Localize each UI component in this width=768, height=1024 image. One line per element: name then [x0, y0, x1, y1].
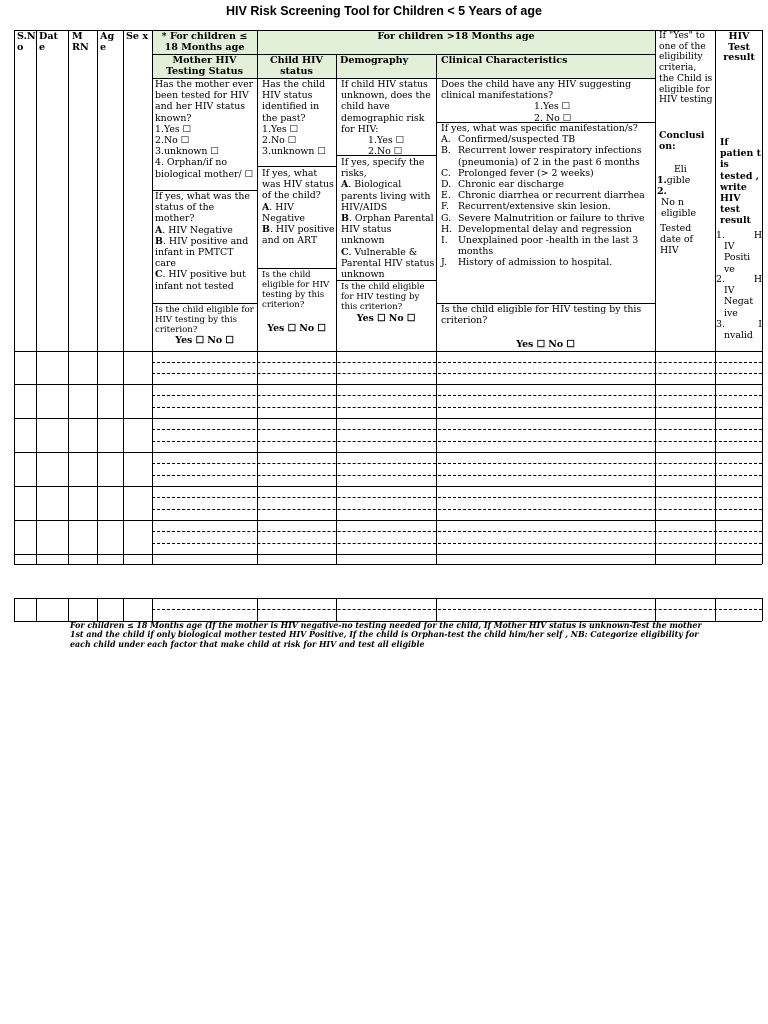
mother-eligibility: Is the child eligible for HIV testing by this criterion?	[155, 305, 254, 335]
child-opt-positive-art: . HIV positive and on ART	[262, 224, 335, 247]
child-b-letter: B	[262, 224, 270, 236]
mother-status-question: If yes, what was the status of the mother?	[155, 191, 250, 225]
demography-yes-no[interactable]: Yes ☐ No ☐	[356, 313, 416, 324]
mother-opt-negative: . HIV Negative	[162, 224, 233, 236]
manifestation-h: H. Developmental delay and regression	[441, 223, 632, 235]
manifestation-a: A. Confirmed/suspected TB	[441, 134, 576, 146]
clinical-opt-no[interactable]: 2. No ☐	[534, 112, 572, 124]
clinical-question: Does the child have any HIV suggesting clinical manifestations?	[441, 79, 632, 102]
clinical-manifestations	[441, 123, 653, 269]
demography-opt-orphan: . Orphan Parental HIV status unknown	[341, 213, 434, 247]
demography-eligibility: Is the child eligible for HIV testing by this criterion?	[341, 282, 425, 312]
tested-date-label: Tested date of HIV	[660, 223, 694, 257]
result-positive[interactable]: 1. H IV Positi ve	[716, 230, 762, 275]
child-section	[262, 79, 336, 157]
mother-opt-positive-untested: . HIV positive but infant not tested	[155, 269, 246, 292]
demography-a-letter: A	[341, 179, 349, 191]
mother-question: Has the mother ever been tested for HIV and her HIV status known?	[155, 79, 254, 124]
clinical-eligibility: Is the child eligible for HIV testing by this criterion?	[441, 304, 642, 327]
mother-opt-no[interactable]: 2.No ☐	[155, 135, 190, 147]
demography-opt-vulnerable: . Vulnerable & Parental HIV status unknown	[341, 246, 435, 281]
col-sex: Se x	[126, 31, 149, 42]
manifestation-e: E. Chronic diarrhea or recurrent diarrhea	[441, 190, 645, 202]
mother-yes-no[interactable]: Yes ☐ No ☐	[175, 335, 234, 346]
conclusion-non-eligible-num: 2.	[657, 186, 667, 197]
manifestation-f: F. Recurrent/extensive skin lesion.	[441, 201, 611, 213]
child-a-letter: A	[262, 201, 270, 213]
header-test-result: HIV Test result	[723, 31, 755, 63]
demography-b-letter: B	[341, 213, 349, 225]
mother-section	[155, 79, 256, 180]
child-question: Has the child HIV status identified in the past?	[262, 79, 326, 124]
mother-c-letter: C	[155, 269, 163, 281]
clinical-opt-yes[interactable]: 1.Yes ☐	[534, 101, 571, 113]
conclusion-eligible-num: 1.	[657, 175, 667, 187]
mother-opt-positive-pmtct: . HIV positive and infant in PMTCT care	[155, 235, 249, 270]
manifestation-i: I. Unexplained poor -health in the last 3 months	[441, 235, 639, 258]
result-instruction: If patien t is tested , write HIV test result	[720, 137, 761, 227]
clinical-manifestation-list	[441, 134, 653, 268]
col-date: Dat e	[39, 31, 58, 53]
child-opt-no[interactable]: 2.No ☐	[262, 135, 297, 147]
clinical-section	[441, 79, 653, 124]
mother-a-letter: A	[155, 224, 163, 236]
demography-c-letter: C	[341, 246, 349, 258]
page-title: HIV Risk Screening Tool for Children < 5 Years of age	[226, 4, 542, 18]
conclusion-label: Conclusi on:	[659, 130, 705, 153]
header-mother-status: Mother HIV Testing Status	[165, 55, 244, 77]
header-eligibility-note: If "Yes" to one of the eligibility criteria, the Child is eligible for HIV testing	[659, 30, 713, 106]
result-negative[interactable]: 2. H IV Negat ive	[716, 274, 762, 319]
demography-opt-yes[interactable]: 1.Yes ☐	[368, 135, 405, 147]
demography-opt-parents: . Biological parents living with HIV/AIDS	[341, 179, 431, 213]
conclusion-eligible[interactable]: 1.Eli gible	[657, 164, 691, 187]
manifestation-b: B. Recurrent lower respiratory infections (pneumonia) of 2 in the past 6 months	[441, 145, 642, 168]
col-age: Ag e	[100, 31, 115, 53]
result-invalid[interactable]: 3. I nvalid	[716, 319, 762, 342]
demography-question: If child HIV status unknown, does the child have demographic risk for HIV:	[341, 79, 431, 135]
header-clinical: Clinical Characteristics	[441, 55, 568, 66]
child-status-question: If yes, what was HIV status of the child?	[262, 168, 334, 202]
demography-opt-no[interactable]: 2.No ☐	[368, 146, 403, 158]
child-eligibility: Is the child eligible for HIV testing by this criterion?	[262, 270, 330, 310]
manifestation-j: J. History of admission to hospital.	[441, 257, 613, 269]
demography-risk-question: If yes, specify the risks,	[341, 157, 425, 180]
mother-b-letter: B	[155, 235, 163, 247]
child-status-section	[262, 168, 336, 246]
demography-risk-section	[341, 157, 436, 280]
header-demography: Demography	[340, 55, 409, 66]
clinical-yes-no[interactable]: Yes ☐ No ☐	[516, 339, 575, 350]
clinical-manifestation-question: If yes, what was specific manifestation/s?	[441, 123, 638, 134]
header-child-status: Child HIV status	[270, 55, 323, 77]
conclusion-non-eligible[interactable]: 2.No n eligible	[657, 186, 697, 220]
col-sno: S.N o	[17, 31, 36, 53]
mother-opt-yes[interactable]: 1.Yes ☐	[155, 123, 192, 135]
mother-opt-unknown[interactable]: 3.unknown ☐	[155, 146, 219, 158]
header-under18: * For children ≤ 18 Months age	[161, 31, 248, 53]
header-over18: For children >18 Months age	[377, 31, 535, 42]
child-opt-unknown[interactable]: 3.unknown ☐	[262, 146, 326, 158]
mother-status-section	[155, 191, 256, 292]
child-opt-negative: . HIV Negative	[262, 201, 305, 224]
col-mrn: M RN	[72, 31, 89, 53]
mother-opt-orphan[interactable]: 4. Orphan/if no biological mother/ ☐	[155, 157, 254, 180]
child-opt-yes[interactable]: 1.Yes ☐	[262, 123, 299, 135]
manifestation-d: D. Chronic ear discharge	[441, 179, 564, 191]
demography-section	[341, 79, 436, 157]
manifestation-c: C. Prolonged fever (> 2 weeks)	[441, 167, 594, 179]
footnote: For children ≤ 18 Months age (If the mother is HIV negative-no testing needed for the child, If Mother HIV status is unknown-Test the mother 1st and the child if only biological mother tested HIV Positive, If the child is Orphan-test the child him/her self , NB: Categorize eligibility for each child under each factor that make child at risk for HIV and test all eligible	[70, 621, 702, 649]
child-yes-no[interactable]: Yes ☐ No ☐	[267, 323, 326, 334]
manifestation-g: G. Severe Malnutrition or failure to thrive	[441, 212, 645, 224]
